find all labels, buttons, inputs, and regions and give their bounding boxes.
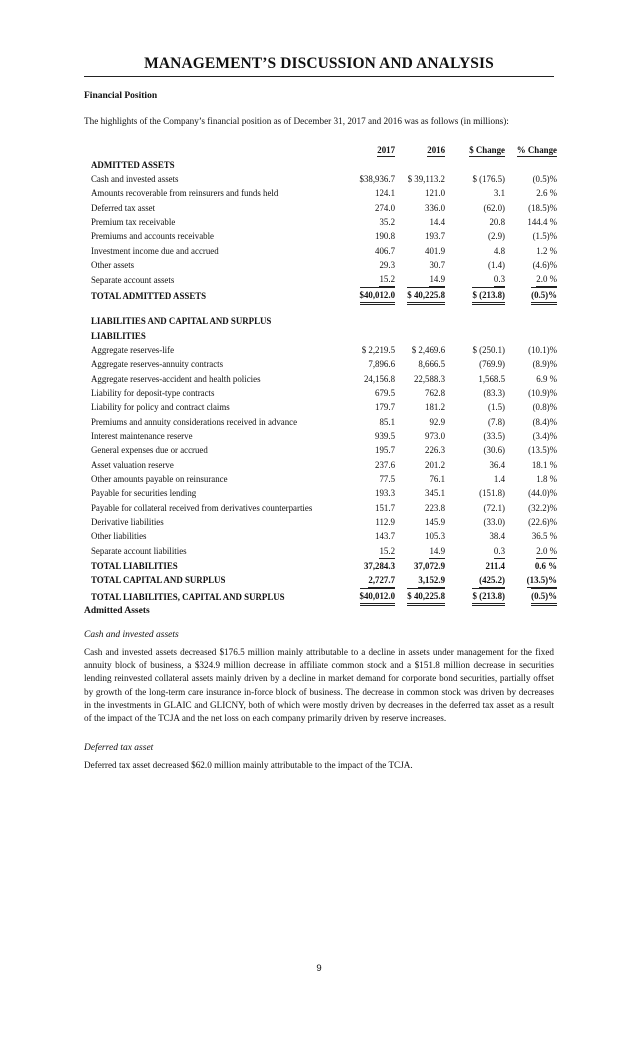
value-2017: 679.5 xyxy=(375,387,395,398)
row-label: Separate account liabilities xyxy=(91,546,187,557)
value-2016: 121.0 xyxy=(425,188,445,199)
value-2017: 179.7 xyxy=(375,402,395,413)
col-2017: 2017 xyxy=(377,145,395,156)
row-label: Liability for policy and contract claims xyxy=(91,402,230,413)
value-2017: 193.3 xyxy=(375,488,395,499)
value-change: $ (250.1) xyxy=(472,344,505,355)
asset-row xyxy=(88,229,557,243)
value-2016: 181.2 xyxy=(425,402,445,413)
asset-row xyxy=(88,243,557,257)
value-change: (7.8) xyxy=(487,416,505,427)
value-change: 38.4 xyxy=(489,531,505,542)
row-label: Amounts recoverable from reinsurers and funds held xyxy=(91,188,279,199)
value-pct-change: 1.2 % xyxy=(536,245,557,256)
value-2017: 35.2 xyxy=(379,216,395,227)
row-label: General expenses due or accrued xyxy=(91,445,208,456)
value-change: (2.9) xyxy=(487,231,505,242)
value-pct-change: (13.5)% xyxy=(527,573,557,588)
value-pct-change: (8.4)% xyxy=(532,416,557,427)
value-pct-change: (44.0)% xyxy=(528,488,557,499)
value-pct-change: (0.5)% xyxy=(531,287,557,305)
value-2016: 3,152.9 xyxy=(418,573,445,588)
value-2017: 143.7 xyxy=(375,531,395,542)
value-2017: 939.5 xyxy=(375,431,395,442)
value-change: (769.9) xyxy=(479,359,505,370)
value-2016: $ 40,225.8 xyxy=(407,588,445,606)
intro-text: The highlights of the Company’s financial position as of December 31, 2017 and 2016 was as follows (in millions): xyxy=(84,116,509,126)
asset-row xyxy=(88,272,557,287)
value-2016: 193.7 xyxy=(425,231,445,242)
liabilities-heading: LIABILITIES xyxy=(91,330,146,341)
row-label: Payable for collateral received from derivatives counterparties xyxy=(91,502,313,513)
deferred-tax-paragraph: Deferred tax asset decreased $62.0 million mainly attributable to the impact of the TCJA. xyxy=(84,760,413,770)
value-2016: 345.1 xyxy=(425,488,445,499)
value-pct-change: (18.5)% xyxy=(528,202,557,213)
row-label: Aggregate reserves-annuity contracts xyxy=(91,359,224,370)
value-change: 211.4 xyxy=(485,560,505,571)
value-pct-change: (10.1)% xyxy=(528,344,557,355)
value-2017: 85.1 xyxy=(379,416,395,427)
row-label: Premiums and annuity considerations received in advance xyxy=(91,416,298,427)
col-change: $ Change xyxy=(469,145,505,156)
value-2016: 401.9 xyxy=(425,245,445,256)
row-label: TOTAL LIABILITIES, CAPITAL AND SURPLUS xyxy=(91,591,285,602)
value-pct-change: 1.8 % xyxy=(536,474,557,485)
total-liabilities-row xyxy=(88,559,557,573)
row-label: Cash and invested assets xyxy=(91,173,179,184)
asset-row xyxy=(88,200,557,214)
value-pct-change: (8.9)% xyxy=(532,359,557,370)
col-pct-change: % Change xyxy=(516,145,557,156)
value-pct-change: (3.4)% xyxy=(532,431,557,442)
value-2017: $38,936.7 xyxy=(359,173,395,184)
spacer-row xyxy=(88,305,557,314)
liability-row xyxy=(88,501,557,515)
value-2016: 14.9 xyxy=(429,272,445,287)
value-2016: 336.0 xyxy=(425,202,445,213)
value-change: 1.4 xyxy=(493,474,505,485)
value-change: 0.3 xyxy=(494,272,505,287)
liability-row xyxy=(88,371,557,385)
cash-invested-paragraph: Cash and invested assets decreased $176.5 million mainly attributable to a decline in assets under management for the fixed annuity block of business, a $324.9 million decrease in affiliate common stock and a $151.8 million decrease in securities lending reinvested collateral assets mainly driven by a decline in market demand for corporate bond securities, partially offset by growth of the long-term care insurance in-force block of business. The decrease in common stock was driven by decreases in the investments in GLAIC and GLICNY, both of which were mostly driven by decreases in the deferred tax asset as a result of the impact of the TCJA and the net loss on each company primarily driven by reserve increases. xyxy=(84,647,554,724)
value-change: $ (176.5) xyxy=(472,173,505,184)
value-pct-change: (4.6)% xyxy=(532,259,557,270)
value-2017: 2,727.7 xyxy=(368,573,395,588)
row-label: Other amounts payable on reinsurance xyxy=(91,474,228,485)
value-2017: 112.9 xyxy=(375,517,395,528)
value-pct-change: (0.5)% xyxy=(532,173,557,184)
asset-row xyxy=(88,172,557,186)
value-2017: 237.6 xyxy=(375,459,395,470)
row-label: Aggregate reserves-accident and health policies xyxy=(91,373,261,384)
value-change: (83.3) xyxy=(483,387,505,398)
value-change: (1.5) xyxy=(487,402,505,413)
liability-row xyxy=(88,400,557,414)
liability-row xyxy=(88,357,557,371)
liability-row xyxy=(88,486,557,500)
value-2016: 14.4 xyxy=(429,216,445,227)
admitted-assets-section-heading: Admitted Assets xyxy=(84,606,150,616)
row-label: TOTAL ADMITTED ASSETS xyxy=(91,291,207,302)
value-2017: 29.3 xyxy=(379,259,395,270)
row-label: Liability for deposit-type contracts xyxy=(91,387,215,398)
row-label: Deferred tax asset xyxy=(91,202,156,213)
row-label: Premiums and accounts receivable xyxy=(91,231,214,242)
value-pct-change: (0.8)% xyxy=(532,402,557,413)
row-label: Aggregate reserves-life xyxy=(91,344,175,355)
value-2016: $ 39,113.2 xyxy=(407,173,445,184)
value-pct-change: 18.1 % xyxy=(531,459,557,470)
value-change: (33.5) xyxy=(483,431,505,442)
value-change: 1,568.5 xyxy=(478,373,505,384)
value-2016: 973.0 xyxy=(425,431,445,442)
value-change: 0.3 xyxy=(494,544,505,559)
value-pct-change: 2.6 % xyxy=(536,188,557,199)
value-change: (30.6) xyxy=(483,445,505,456)
value-2017: 15.2 xyxy=(379,272,395,287)
page-number: 9 xyxy=(316,963,322,974)
row-label: Payable for securities lending xyxy=(91,488,197,499)
value-2016: 201.2 xyxy=(425,459,445,470)
value-pct-change: 2.0 % xyxy=(536,544,557,559)
value-2017: $ 2,219.5 xyxy=(361,344,395,355)
total-capital-row xyxy=(88,573,557,588)
liability-row xyxy=(88,343,557,357)
financial-position-table xyxy=(88,143,557,606)
row-label: Asset valuation reserve xyxy=(91,459,174,470)
value-change: $ (213.8) xyxy=(472,287,505,305)
value-2017: 15.2 xyxy=(379,544,395,559)
value-2017: 190.8 xyxy=(375,231,395,242)
value-pct-change: (0.5)% xyxy=(531,588,557,606)
liability-row xyxy=(88,458,557,472)
value-change: (33.0) xyxy=(483,517,505,528)
value-pct-change: (22.6)% xyxy=(528,517,557,528)
value-2017: 37,284.3 xyxy=(363,560,395,571)
asset-row xyxy=(88,258,557,272)
value-2016: 14.9 xyxy=(429,544,445,559)
liability-row xyxy=(88,529,557,543)
value-pct-change: (10.9)% xyxy=(528,387,557,398)
value-change: $ (213.8) xyxy=(472,588,505,606)
value-pct-change: 2.0 % xyxy=(536,272,557,287)
value-2016: 105.3 xyxy=(425,531,445,542)
value-2016: 30.7 xyxy=(429,259,445,270)
liability-row xyxy=(88,386,557,400)
deferred-tax-subheading: Deferred tax asset xyxy=(84,743,154,753)
table-header-row xyxy=(88,143,557,157)
row-label: Premium tax receivable xyxy=(91,216,176,227)
value-change: 36.4 xyxy=(489,459,505,470)
value-change: (151.8) xyxy=(479,488,505,499)
total-liabilities-capital-row xyxy=(88,588,557,606)
value-2016: 76.1 xyxy=(429,474,445,485)
row-label: TOTAL CAPITAL AND SURPLUS xyxy=(91,575,226,586)
value-2017: 195.7 xyxy=(375,445,395,456)
value-2017: 151.7 xyxy=(375,502,395,513)
row-label: Other liabilities xyxy=(91,531,147,542)
value-change: 20.8 xyxy=(489,216,505,227)
value-pct-change: 36.5 % xyxy=(531,531,557,542)
col-2016: 2016 xyxy=(427,145,445,156)
liabilities-capital-heading: LIABILITIES AND CAPITAL AND SURPLUS xyxy=(91,316,272,327)
value-2016: 226.3 xyxy=(425,445,445,456)
value-pct-change: (1.5)% xyxy=(532,231,557,242)
asset-row xyxy=(88,186,557,200)
value-2016: 92.9 xyxy=(429,416,445,427)
liabilities-capital-heading-row xyxy=(88,314,557,328)
value-2016: 145.9 xyxy=(425,517,445,528)
total-admitted-assets-row xyxy=(88,287,557,305)
value-change: (72.1) xyxy=(483,502,505,513)
value-2016: $ 2,469.6 xyxy=(411,344,445,355)
value-change: (1.4) xyxy=(487,259,505,270)
liability-row xyxy=(88,472,557,486)
value-2016: 37,072.9 xyxy=(413,560,445,571)
liability-row xyxy=(88,515,557,529)
value-2017: $40,012.0 xyxy=(360,588,396,606)
value-2017: $40,012.0 xyxy=(360,287,396,305)
value-pct-change: 144.4 % xyxy=(527,216,557,227)
asset-row xyxy=(88,215,557,229)
page-title: MANAGEMENT’S DISCUSSION AND ANALYSIS xyxy=(144,55,494,72)
row-label: Separate account assets xyxy=(91,274,175,285)
row-label: Other assets xyxy=(91,259,135,270)
value-change: 4.8 xyxy=(493,245,505,256)
liability-row xyxy=(88,415,557,429)
liability-row xyxy=(88,544,557,559)
value-pct-change: (13.5)% xyxy=(528,445,557,456)
row-label: Derivative liabilities xyxy=(91,517,164,528)
value-2016: 762.8 xyxy=(425,387,445,398)
admitted-assets-heading: ADMITTED ASSETS xyxy=(91,159,175,170)
admitted-assets-heading-row xyxy=(88,157,557,171)
value-2017: 24,156.8 xyxy=(363,373,395,384)
value-2017: 7,896.6 xyxy=(368,359,395,370)
liability-row xyxy=(88,429,557,443)
value-2017: 274.0 xyxy=(375,202,395,213)
value-change: (425.2) xyxy=(479,573,505,588)
value-2016: $ 40,225.8 xyxy=(407,287,445,305)
value-2016: 223.8 xyxy=(425,502,445,513)
liability-row xyxy=(88,443,557,457)
row-label: Investment income due and accrued xyxy=(91,245,219,256)
title-rule xyxy=(84,76,554,77)
value-pct-change: 6.9 % xyxy=(536,373,557,384)
value-2016: 22,588.3 xyxy=(413,373,445,384)
row-label: TOTAL LIABILITIES xyxy=(91,560,178,571)
value-change: 3.1 xyxy=(493,188,505,199)
value-2016: 8,666.5 xyxy=(418,359,445,370)
value-pct-change: (32.2)% xyxy=(528,502,557,513)
row-label: Interest maintenance reserve xyxy=(91,431,193,442)
cash-invested-subheading: Cash and invested assets xyxy=(84,630,179,640)
value-pct-change: 0.6 % xyxy=(534,560,557,571)
value-2017: 124.1 xyxy=(375,188,395,199)
financial-position-heading: Financial Position xyxy=(84,91,158,101)
value-2017: 77.5 xyxy=(379,474,395,485)
value-2017: 406.7 xyxy=(375,245,395,256)
value-change: (62.0) xyxy=(483,202,505,213)
liabilities-heading-row xyxy=(88,328,557,342)
